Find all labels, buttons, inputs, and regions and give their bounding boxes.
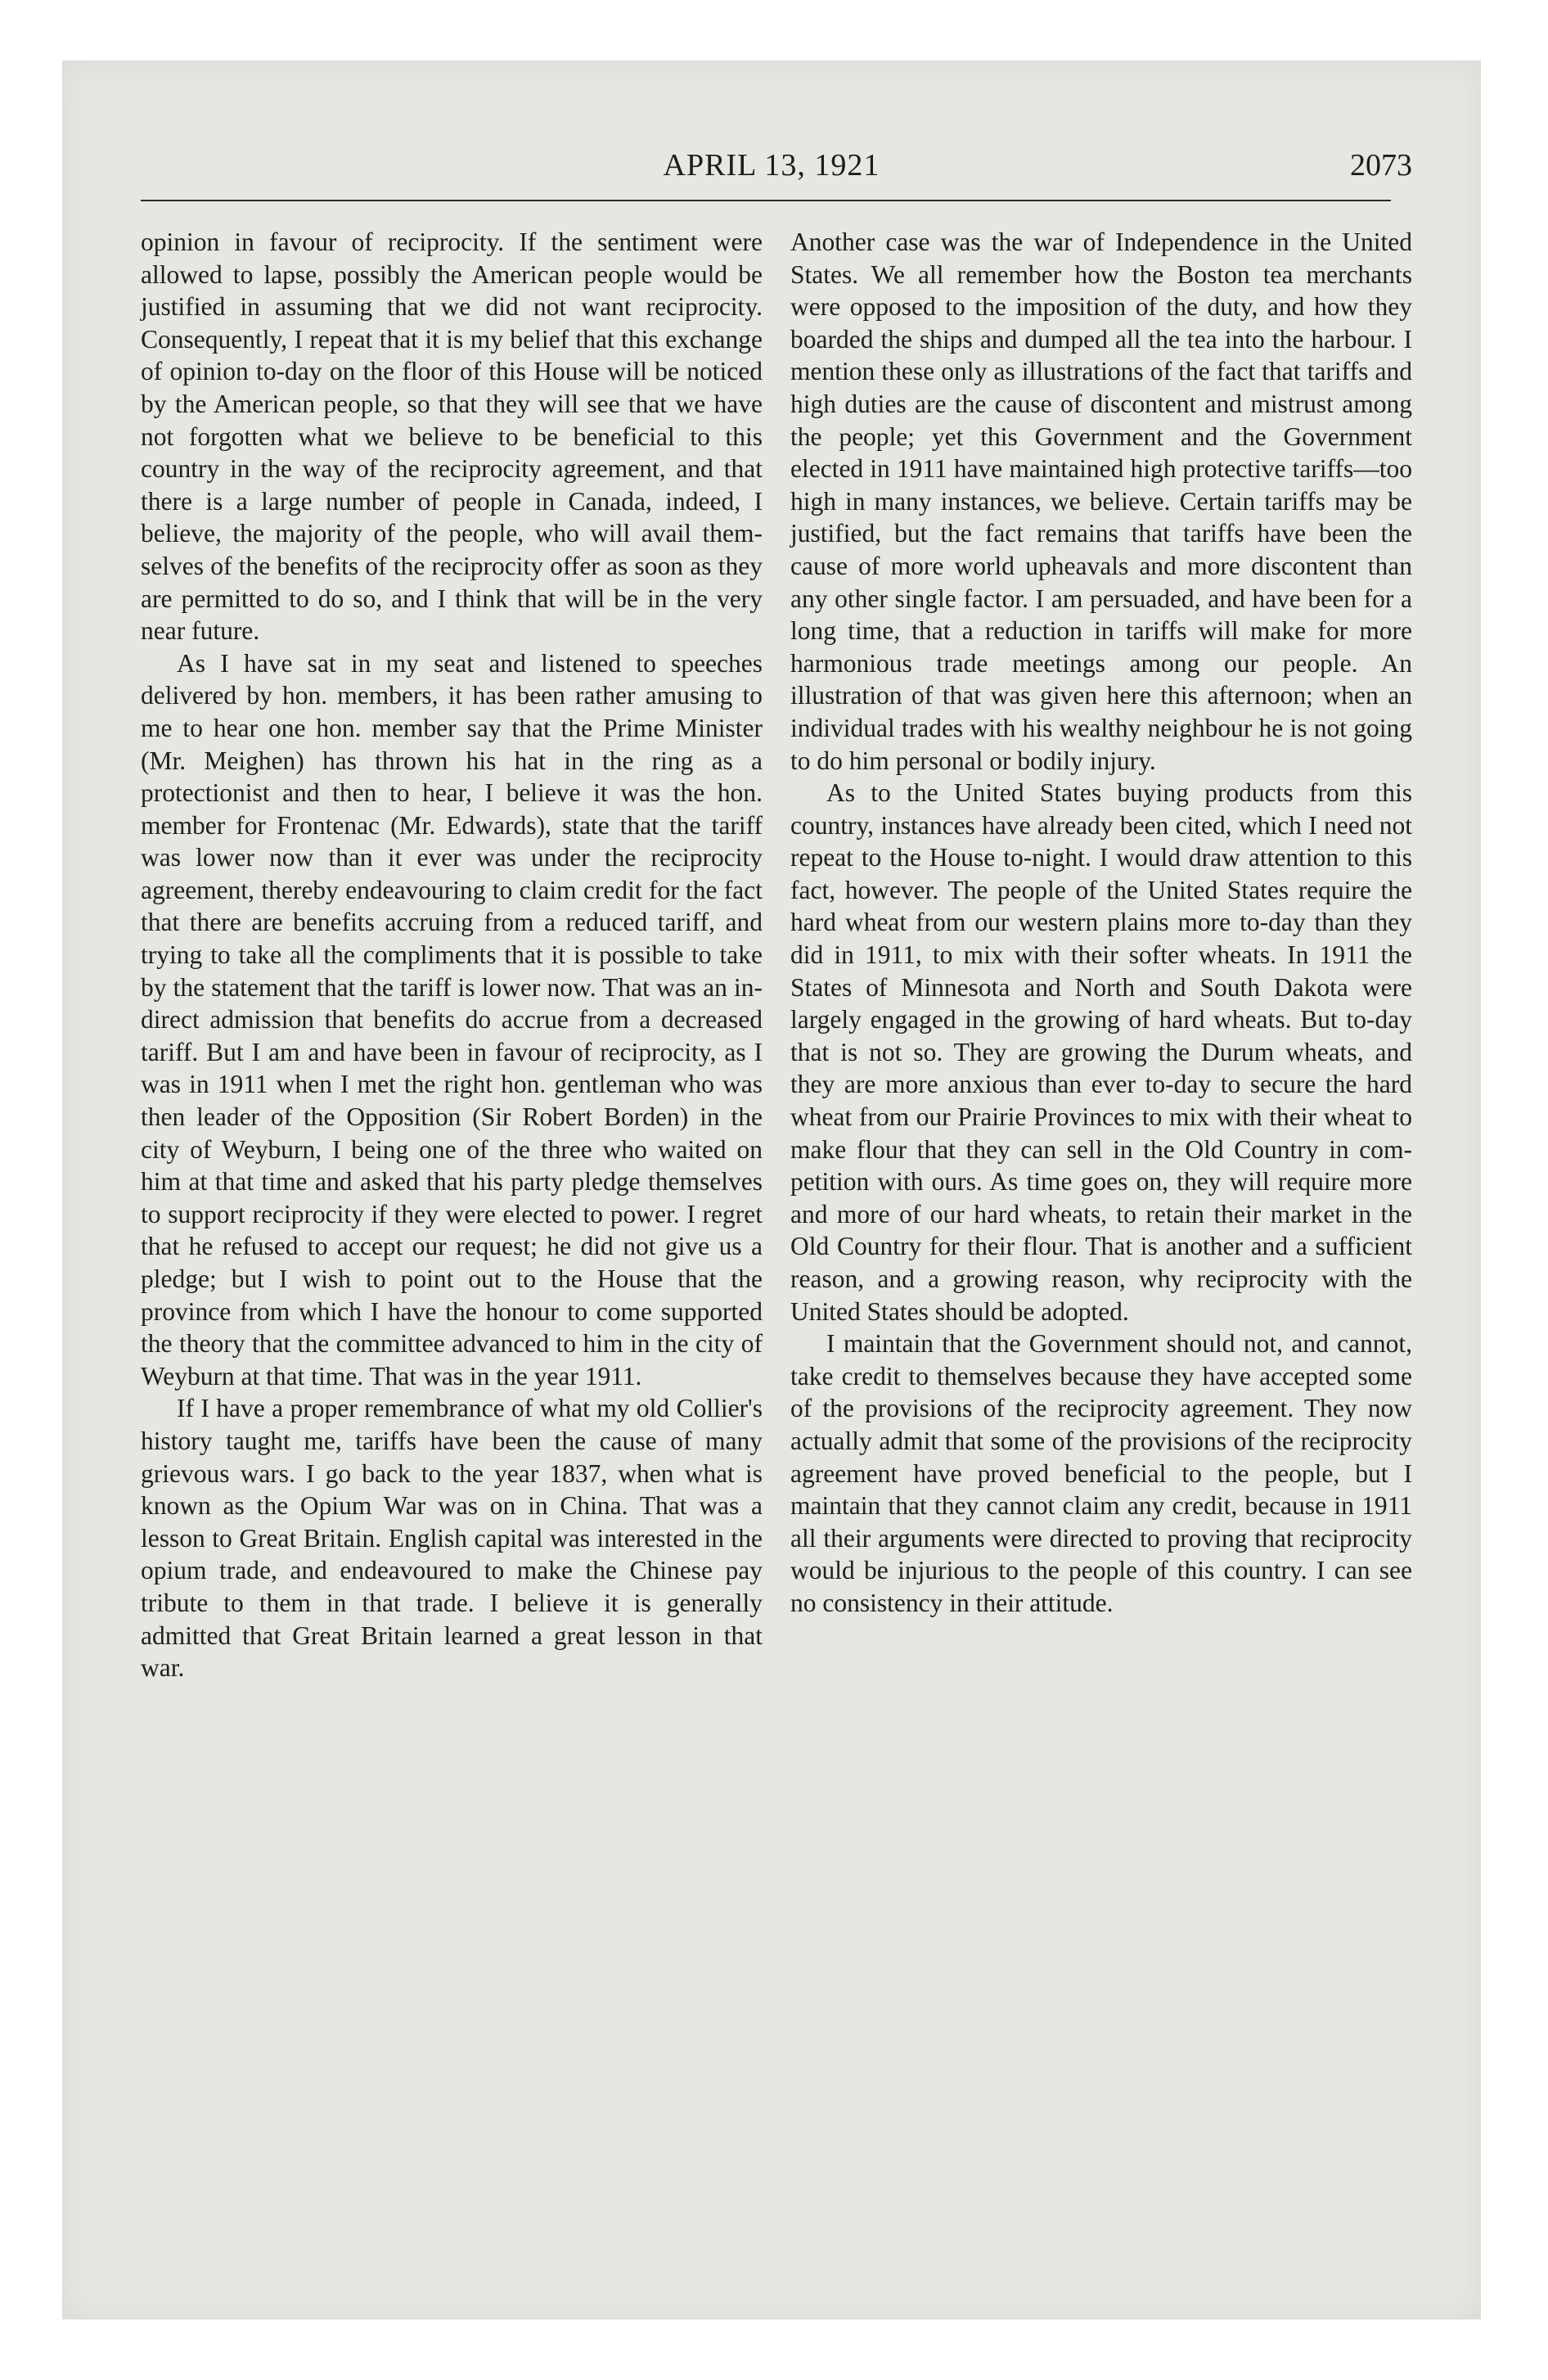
- issue-date: APRIL 13, 1921: [663, 148, 880, 183]
- page-sheet: [62, 61, 1481, 2319]
- paragraph: If I have a proper remembrance of what my old Collier's history taught me, tariffs have been the cause of many grievous wars. I go back to the year 1837, when what is known as the Opium War was on in China. That was a lesson to Great Britain. English capital was interested in the opium trade, and endeavoured to make the Chinese pay tribute to them in that trade. I believe it is generally admitted that Great Britain learned a great lesson in that war.: [141, 1394, 763, 1683]
- paragraph: As to the United States buying products from this country, instances have already been cited, which I need not repeat to the House to-night. I would draw attention to this fact, however. The people of the United States require the hard wheat from our western plains more to-day than they did in 1911, to mix with their softer wheats. In 1911 the States of Minnesota and North and South Dakota were largely engaged in the growing of hard wheats. But to-day that is not so. They are growing the Durum wheats, and they are more anxious than ever to-day to secure the hard wheat from our Prairie Provinces to mix with their wheat to make flour that they can sell in the Old Country in competition with ours. As time goes on, they will require more and more of our hard wheats, to retain their market in the Old Country for their flour. That is another and a sufficient reason, and a growing reason, why reciprocity with the United States should be adopted.: [790, 778, 1412, 1326]
- running-head: [62, 147, 1481, 196]
- page-number: 2073: [1350, 148, 1412, 183]
- paragraph: Another case was the war of Independence in the United States. We all remember how the Boston tea merchants were opposed to the imposition of the duty, and how they boarded the ships and dumped all the tea into the harbour. I mention these only as illustrations of the fact that tariffs and high duties are the cause of discontent and mistrust among the people; yet this Government and the Government elected in 1911 have maintained high protective tariffs—too high in many instances, we believe. Certain tariffs may be justified, but the fact remains that tariffs have been the cause of more world upheavals and more discontent than any other single factor. I am persuaded, and have been for a long time, that a reduction in tariffs will make for more harmonious trade meetings among our people. An illustration of that was given here this afternoon; when an individual trades with his wealthy neighbour he is not going to do him personal or bodily injury.: [790, 228, 1412, 775]
- paragraph: opinion in favour of reciprocity. If the sentiment were allowed to lapse, possibly the American people would be justified in assuming that we did not want reciprocity. Consequently, I repeat that it is my belief that this exchange of opinion to-day on the floor of this House will be noticed by the American people, so that they will see that we have not forgotten what we believe to be beneficial to this country in the way of the reciprocity agreement, and that there is a large number of people in Canada, indeed, I believe, the majority of the people, who will avail themselves of the benefits of the reciprocity offer as soon as they are permitted to do so, and I think that will be in the very near future.: [141, 228, 763, 646]
- right-column: [790, 226, 1412, 1620]
- left-column: [141, 226, 763, 1684]
- header-rule: [141, 200, 1391, 201]
- paragraph: As I have sat in my seat and listened to speeches delivered by hon. members, it has been rather amusing to me to hear one hon. member say that the Prime Minister (Mr. Meighen) has thrown his hat in the ring as a protectionist and then to hear, I believe it was the hon. member for Frontenac (Mr. Edwards), state that the tariff was lower now than it ever was under the reciprocity agreement, thereby endeavouring to claim credit for the fact that there are benefits accruing from a reduced tariff, and trying to take all the compliments that it is possible to take by the statement that the tariff is lower now. That was an indirect admission that benefits do accrue from a decreased tariff. But I am and have been in favour of reciprocity, as I was in 1911 when I met the right hon. gentleman who was then leader of the Opposition (Sir Robert Borden) in the city of Weyburn, I being one of the three who waited on him at that time and asked that his party pledge themselves to support reciprocity if they were elected to power. I regret that he refused to accept our request; he did not give us a pledge; but I wish to point out to the House that the province from which I have the honour to come supported the theory that the committee advanced to him in the city of Weyburn at that time. That was in the year 1911.: [141, 648, 763, 1391]
- paragraph: I maintain that the Government should not, and cannot, take credit to themselves because they have accepted some of the provisions of the reciprocity agreement. They now actually admit that some of the provisions of the reciprocity agreement have proved beneficial to the people, but I maintain that they cannot claim any credit, because in 1911 all their arguments were directed to proving that reciprocity would be injurious to the people of this country. I can see no consistency in their attitude.: [790, 1329, 1412, 1617]
